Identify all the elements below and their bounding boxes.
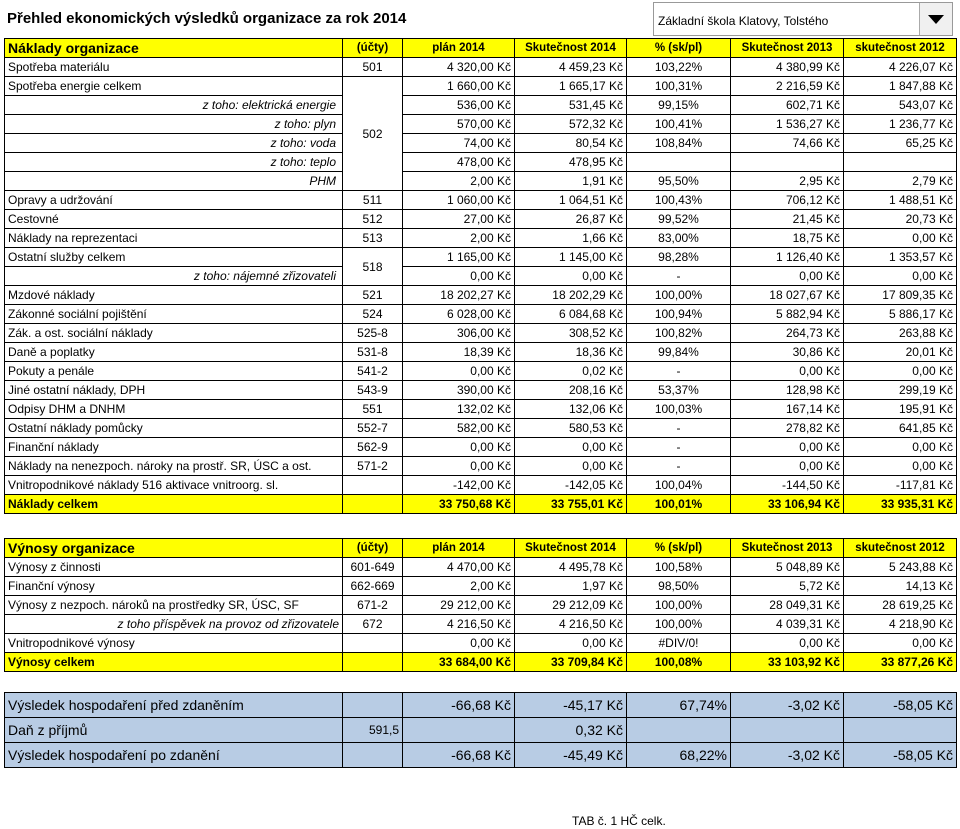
cell[interactable]: 98,28% <box>627 248 731 267</box>
cell[interactable]: 4 320,00 Kč <box>403 58 515 77</box>
cell[interactable]: 208,16 Kč <box>515 381 627 400</box>
cell[interactable]: 100,00% <box>627 596 731 615</box>
column-header: Skutečnost 2014 <box>515 39 627 58</box>
cell[interactable] <box>627 718 731 743</box>
cell[interactable]: 1 665,17 Kč <box>515 77 627 96</box>
cell[interactable]: 671-2 <box>343 596 403 615</box>
cell[interactable]: 0,00 Kč <box>515 634 627 653</box>
cell[interactable]: 0,00 Kč <box>844 229 957 248</box>
cell[interactable]: 83,00% <box>627 229 731 248</box>
cell[interactable]: 14,13 Kč <box>844 577 957 596</box>
cell[interactable]: 1 060,00 Kč <box>403 191 515 210</box>
cell[interactable]: 99,52% <box>627 210 731 229</box>
cell[interactable] <box>343 693 403 718</box>
column-header: plán 2014 <box>403 539 515 558</box>
cell[interactable]: 662-669 <box>343 577 403 596</box>
result-row <box>5 743 957 768</box>
cell[interactable]: 1 353,57 Kč <box>844 248 957 267</box>
cell[interactable] <box>844 153 957 172</box>
header-row <box>5 539 957 558</box>
row-label[interactable]: Mzdové náklady <box>5 286 343 305</box>
table-row <box>5 419 957 438</box>
cell[interactable]: 602,71 Kč <box>731 96 844 115</box>
table-row <box>5 362 957 381</box>
cell[interactable]: 601-649 <box>343 558 403 577</box>
cell[interactable]: 1,91 Kč <box>515 172 627 191</box>
row-label[interactable]: Výnosy celkem <box>5 653 343 672</box>
cell[interactable]: 641,85 Kč <box>844 419 957 438</box>
cell[interactable]: 543-9 <box>343 381 403 400</box>
cell[interactable]: 0,00 Kč <box>844 457 957 476</box>
cell[interactable]: 100,01% <box>627 495 731 514</box>
cell[interactable]: -117,81 Kč <box>844 476 957 495</box>
cell[interactable]: 5 048,89 Kč <box>731 558 844 577</box>
column-header: skutečnost 2012 <box>844 39 957 58</box>
cell[interactable]: 98,50% <box>627 577 731 596</box>
row-label[interactable]: z toho: plyn <box>5 115 343 134</box>
cell[interactable]: 100,94% <box>627 305 731 324</box>
cell[interactable]: 21,45 Kč <box>731 210 844 229</box>
cell[interactable]: 1 064,51 Kč <box>515 191 627 210</box>
cell[interactable]: - <box>627 419 731 438</box>
cell[interactable]: 74,00 Kč <box>403 134 515 153</box>
cell[interactable]: 591,5 <box>343 718 403 743</box>
table-row <box>5 381 957 400</box>
cell[interactable]: 0,00 Kč <box>515 457 627 476</box>
cell[interactable]: -142,05 Kč <box>515 476 627 495</box>
cell[interactable]: - <box>627 438 731 457</box>
cell[interactable] <box>627 153 731 172</box>
table-row <box>5 134 957 153</box>
cell[interactable]: 308,52 Kč <box>515 324 627 343</box>
row-label[interactable]: Finanční náklady <box>5 438 343 457</box>
cell[interactable] <box>731 153 844 172</box>
cell[interactable]: 672 <box>343 615 403 634</box>
row-label[interactable]: Náklady na reprezentaci <box>5 229 343 248</box>
cell[interactable]: 0,00 Kč <box>844 267 957 286</box>
row-label[interactable]: Daň z příjmů <box>5 718 343 743</box>
cell[interactable]: 1,66 Kč <box>515 229 627 248</box>
cell[interactable]: 571-2 <box>343 457 403 476</box>
table-row <box>5 457 957 476</box>
cell[interactable]: 2 216,59 Kč <box>731 77 844 96</box>
costs-table <box>4 38 957 514</box>
cell[interactable]: -3,02 Kč <box>731 743 844 768</box>
cell[interactable] <box>343 476 403 495</box>
triangle-down-icon[interactable] <box>919 3 952 35</box>
cell[interactable]: 100,31% <box>627 77 731 96</box>
cell[interactable]: 18 027,67 Kč <box>731 286 844 305</box>
row-label[interactable]: z toho: voda <box>5 134 343 153</box>
results-table <box>4 692 957 768</box>
cell[interactable]: 572,32 Kč <box>515 115 627 134</box>
total-row <box>5 653 957 672</box>
cell[interactable]: 99,15% <box>627 96 731 115</box>
cell[interactable]: -45,17 Kč <box>515 693 627 718</box>
cell[interactable] <box>343 653 403 672</box>
cell[interactable]: 4 495,78 Kč <box>515 558 627 577</box>
cell[interactable]: 18,39 Kč <box>403 343 515 362</box>
row-label[interactable]: Zák. a ost. sociální náklady <box>5 324 343 343</box>
cell[interactable]: 580,53 Kč <box>515 419 627 438</box>
cell[interactable]: 2,00 Kč <box>403 172 515 191</box>
cell[interactable]: 33 935,31 Kč <box>844 495 957 514</box>
table-row <box>5 305 957 324</box>
table-row <box>5 191 957 210</box>
row-label[interactable]: z toho: nájemné zřizovateli <box>5 267 343 286</box>
table-row <box>5 172 957 191</box>
cell[interactable]: 18 202,27 Kč <box>403 286 515 305</box>
cell[interactable]: 100,04% <box>627 476 731 495</box>
cell[interactable]: 390,00 Kč <box>403 381 515 400</box>
cell[interactable]: 2,00 Kč <box>403 229 515 248</box>
cell[interactable]: 17 809,35 Kč <box>844 286 957 305</box>
cell[interactable]: 100,03% <box>627 400 731 419</box>
column-header: plán 2014 <box>403 39 515 58</box>
cell[interactable]: 562-9 <box>343 438 403 457</box>
cell[interactable]: 501 <box>343 58 403 77</box>
sheet-tab-label: TAB č. 1 HČ celk. <box>572 814 666 828</box>
cell[interactable]: 521 <box>343 286 403 305</box>
cell[interactable]: #DIV/0! <box>627 634 731 653</box>
cell[interactable]: 0,00 Kč <box>844 634 957 653</box>
cell[interactable]: 4 380,99 Kč <box>731 58 844 77</box>
column-header: Skutečnost 2013 <box>731 539 844 558</box>
cell[interactable]: 95,50% <box>627 172 731 191</box>
cell[interactable]: 531-8 <box>343 343 403 362</box>
cell[interactable]: 67,74% <box>627 693 731 718</box>
cell[interactable]: 478,95 Kč <box>515 153 627 172</box>
table-row <box>5 476 957 495</box>
cell[interactable]: 531,45 Kč <box>515 96 627 115</box>
cell[interactable]: 525-8 <box>343 324 403 343</box>
row-label[interactable]: Ostatní náklady pomůcky <box>5 419 343 438</box>
cell[interactable]: 543,07 Kč <box>844 96 957 115</box>
table-row <box>5 229 957 248</box>
cell[interactable]: 26,87 Kč <box>515 210 627 229</box>
table-row <box>5 210 957 229</box>
cell[interactable]: 53,37% <box>627 381 731 400</box>
table-row <box>5 115 957 134</box>
cell[interactable]: 582,00 Kč <box>403 419 515 438</box>
cell[interactable]: 99,84% <box>627 343 731 362</box>
cell[interactable]: 18 202,29 Kč <box>515 286 627 305</box>
table-row <box>5 248 957 267</box>
cell[interactable] <box>844 718 957 743</box>
row-label[interactable]: Finanční výnosy <box>5 577 343 596</box>
table-row <box>5 558 957 577</box>
organization-select-value: Základní škola Klatovy, Tolstého <box>658 14 829 28</box>
cell[interactable]: 28 619,25 Kč <box>844 596 957 615</box>
cell[interactable]: 100,82% <box>627 324 731 343</box>
cell[interactable]: 68,22% <box>627 743 731 768</box>
cell[interactable]: 132,06 Kč <box>515 400 627 419</box>
column-header: Skutečnost 2013 <box>731 39 844 58</box>
cell[interactable]: 0,00 Kč <box>403 267 515 286</box>
table-row <box>5 400 957 419</box>
cell[interactable]: 0,32 Kč <box>515 718 627 743</box>
cell[interactable]: -45,49 Kč <box>515 743 627 768</box>
cell[interactable]: 552-7 <box>343 419 403 438</box>
cell[interactable]: 513 <box>343 229 403 248</box>
row-label[interactable]: Výnosy z nezpoch. nároků na prostředky SR, ÚSC, SF <box>5 596 343 615</box>
cell[interactable]: 306,00 Kč <box>403 324 515 343</box>
cell[interactable]: -58,05 Kč <box>844 693 957 718</box>
cell[interactable]: 108,84% <box>627 134 731 153</box>
cell[interactable]: 0,00 Kč <box>844 362 957 381</box>
cell[interactable]: 264,73 Kč <box>731 324 844 343</box>
cell[interactable]: 1 126,40 Kč <box>731 248 844 267</box>
cell[interactable]: 0,02 Kč <box>515 362 627 381</box>
cell[interactable]: 74,66 Kč <box>731 134 844 153</box>
row-label[interactable]: Ostatní služby celkem <box>5 248 343 267</box>
cell[interactable]: -58,05 Kč <box>844 743 957 768</box>
cell[interactable] <box>403 718 515 743</box>
cell[interactable]: - <box>627 362 731 381</box>
row-label[interactable]: Zákonné sociální pojištění <box>5 305 343 324</box>
cell[interactable]: 278,82 Kč <box>731 419 844 438</box>
cell[interactable]: 103,22% <box>627 58 731 77</box>
row-label[interactable]: Náklady celkem <box>5 495 343 514</box>
table-row <box>5 58 957 77</box>
cell[interactable]: 0,00 Kč <box>403 438 515 457</box>
cell[interactable]: 511 <box>343 191 403 210</box>
cell[interactable]: 33 709,84 Kč <box>515 653 627 672</box>
column-header: Skutečnost 2014 <box>515 539 627 558</box>
cell[interactable]: 512 <box>343 210 403 229</box>
column-header: Výnosy organizace <box>5 539 343 558</box>
cell[interactable]: 33 877,26 Kč <box>844 653 957 672</box>
cell[interactable] <box>731 718 844 743</box>
cell[interactable]: 0,00 Kč <box>731 438 844 457</box>
cell[interactable]: 0,00 Kč <box>844 438 957 457</box>
table-row <box>5 343 957 362</box>
cell[interactable]: 524 <box>343 305 403 324</box>
cell[interactable]: 4 226,07 Kč <box>844 58 957 77</box>
cell[interactable]: -66,68 Kč <box>403 693 515 718</box>
row-label[interactable]: Spotřeba energie celkem <box>5 77 343 96</box>
table-row <box>5 577 957 596</box>
row-label[interactable]: Cestovné <box>5 210 343 229</box>
column-header: (účty) <box>343 39 403 58</box>
cell[interactable]: 478,00 Kč <box>403 153 515 172</box>
cell[interactable]: 29 212,09 Kč <box>515 596 627 615</box>
row-label[interactable]: Pokuty a penále <box>5 362 343 381</box>
table-row <box>5 96 957 115</box>
cell[interactable]: 299,19 Kč <box>844 381 957 400</box>
row-label[interactable]: Vnitropodnikové výnosy <box>5 634 343 653</box>
table-row <box>5 267 957 286</box>
cell[interactable]: 65,25 Kč <box>844 134 957 153</box>
result-row <box>5 693 957 718</box>
cell[interactable]: 2,95 Kč <box>731 172 844 191</box>
cell[interactable]: 6 028,00 Kč <box>403 305 515 324</box>
cell[interactable]: 4 039,31 Kč <box>731 615 844 634</box>
cell[interactable]: 33 755,01 Kč <box>515 495 627 514</box>
cell[interactable]: 33 750,68 Kč <box>403 495 515 514</box>
cell[interactable]: 100,58% <box>627 558 731 577</box>
row-label[interactable]: z toho: teplo <box>5 153 343 172</box>
cell[interactable]: 167,14 Kč <box>731 400 844 419</box>
cell[interactable]: -142,00 Kč <box>403 476 515 495</box>
cell[interactable]: - <box>627 457 731 476</box>
organization-select[interactable] <box>653 2 953 36</box>
cell[interactable]: 33 103,92 Kč <box>731 653 844 672</box>
table-row <box>5 596 957 615</box>
cell[interactable]: 27,00 Kč <box>403 210 515 229</box>
cell[interactable] <box>343 634 403 653</box>
page-title: Přehled ekonomických výsledků organizace za rok 2014 <box>7 10 407 27</box>
column-header: (účty) <box>343 539 403 558</box>
row-label[interactable]: Jiné ostatní náklady, DPH <box>5 381 343 400</box>
cell[interactable]: 0,00 Kč <box>403 457 515 476</box>
cell[interactable]: 536,00 Kč <box>403 96 515 115</box>
cell[interactable]: 100,43% <box>627 191 731 210</box>
header-row <box>5 39 957 58</box>
row-label[interactable]: Spotřeba materiálu <box>5 58 343 77</box>
cell[interactable]: 4 216,50 Kč <box>515 615 627 634</box>
cell[interactable]: 1 145,00 Kč <box>515 248 627 267</box>
cell[interactable]: 5 882,94 Kč <box>731 305 844 324</box>
table-row <box>5 77 957 96</box>
row-label[interactable]: z toho příspěvek na provoz od zřizovatele <box>5 615 343 634</box>
cell[interactable]: 100,00% <box>627 286 731 305</box>
cell[interactable]: 20,73 Kč <box>844 210 957 229</box>
cell[interactable]: -144,50 Kč <box>731 476 844 495</box>
cell[interactable]: 4 218,90 Kč <box>844 615 957 634</box>
cell[interactable]: 4 459,23 Kč <box>515 58 627 77</box>
cell[interactable]: 0,00 Kč <box>403 362 515 381</box>
cell[interactable]: 5 886,17 Kč <box>844 305 957 324</box>
result-row <box>5 718 957 743</box>
cell[interactable]: 0,00 Kč <box>515 267 627 286</box>
cell[interactable]: 541-2 <box>343 362 403 381</box>
row-label[interactable]: Opravy a udržování <box>5 191 343 210</box>
cell[interactable]: 0,00 Kč <box>515 438 627 457</box>
cell[interactable] <box>343 495 403 514</box>
cell[interactable]: 1,97 Kč <box>515 577 627 596</box>
cell[interactable]: 1 236,77 Kč <box>844 115 957 134</box>
cell[interactable]: 100,00% <box>627 615 731 634</box>
column-header: % (sk/pl) <box>627 539 731 558</box>
cell[interactable]: 518 <box>343 248 403 286</box>
cell[interactable]: 128,98 Kč <box>731 381 844 400</box>
cell[interactable]: 0,00 Kč <box>403 634 515 653</box>
cell[interactable]: 132,02 Kč <box>403 400 515 419</box>
cell[interactable]: 18,36 Kč <box>515 343 627 362</box>
cell[interactable]: 33 106,94 Kč <box>731 495 844 514</box>
cell[interactable] <box>343 743 403 768</box>
cell[interactable]: 0,00 Kč <box>731 267 844 286</box>
cell[interactable]: 5 243,88 Kč <box>844 558 957 577</box>
row-label[interactable]: PHM <box>5 172 343 191</box>
cell[interactable]: 18,75 Kč <box>731 229 844 248</box>
cell[interactable]: 551 <box>343 400 403 419</box>
row-label[interactable]: Výnosy z činnosti <box>5 558 343 577</box>
total-row <box>5 495 957 514</box>
cell[interactable]: 4 216,50 Kč <box>403 615 515 634</box>
cell[interactable]: 1 488,51 Kč <box>844 191 957 210</box>
table-row <box>5 615 957 634</box>
cell[interactable]: 0,00 Kč <box>731 457 844 476</box>
cell[interactable]: 263,88 Kč <box>844 324 957 343</box>
row-label[interactable]: Vnitropodnikové náklady 516 aktivace vnitroorg. sl. <box>5 476 343 495</box>
column-header: % (sk/pl) <box>627 39 731 58</box>
cell[interactable]: 1 165,00 Kč <box>403 248 515 267</box>
cell[interactable]: 570,00 Kč <box>403 115 515 134</box>
cell[interactable]: 80,54 Kč <box>515 134 627 153</box>
cell[interactable]: 1 660,00 Kč <box>403 77 515 96</box>
cell[interactable]: 100,41% <box>627 115 731 134</box>
row-label[interactable]: z toho: elektrická energie <box>5 96 343 115</box>
row-label[interactable]: Daně a poplatky <box>5 343 343 362</box>
cell[interactable]: 0,00 Kč <box>731 362 844 381</box>
row-label[interactable]: Náklady na nenezpoch. nároky na prostř. SR, ÚSC a ost. <box>5 457 343 476</box>
cell[interactable]: 30,86 Kč <box>731 343 844 362</box>
column-header: skutečnost 2012 <box>844 539 957 558</box>
cell[interactable]: 100,08% <box>627 653 731 672</box>
row-label[interactable]: Výsledek hospodaření před zdaněním <box>5 693 343 718</box>
table-row <box>5 438 957 457</box>
table-row <box>5 634 957 653</box>
cell[interactable]: 706,12 Kč <box>731 191 844 210</box>
cell[interactable]: 28 049,31 Kč <box>731 596 844 615</box>
cell[interactable]: -3,02 Kč <box>731 693 844 718</box>
row-label[interactable]: Výsledek hospodaření po zdanění <box>5 743 343 768</box>
table-row <box>5 153 957 172</box>
cell[interactable]: 5,72 Kč <box>731 577 844 596</box>
column-header: Náklady organizace <box>5 39 343 58</box>
cell[interactable]: 29 212,00 Kč <box>403 596 515 615</box>
cell[interactable]: 2,00 Kč <box>403 577 515 596</box>
table-row <box>5 286 957 305</box>
cell[interactable]: 1 536,27 Kč <box>731 115 844 134</box>
table-row <box>5 324 957 343</box>
cell[interactable]: 33 684,00 Kč <box>403 653 515 672</box>
cell[interactable]: 4 470,00 Kč <box>403 558 515 577</box>
revenues-table <box>4 538 957 672</box>
cell[interactable]: 502 <box>343 77 403 191</box>
cell[interactable]: 20,01 Kč <box>844 343 957 362</box>
row-label[interactable]: Odpisy DHM a DNHM <box>5 400 343 419</box>
cell[interactable]: -66,68 Kč <box>403 743 515 768</box>
cell[interactable]: 0,00 Kč <box>731 634 844 653</box>
cell[interactable]: - <box>627 267 731 286</box>
cell[interactable]: 2,79 Kč <box>844 172 957 191</box>
cell[interactable]: 6 084,68 Kč <box>515 305 627 324</box>
cell[interactable]: 195,91 Kč <box>844 400 957 419</box>
cell[interactable]: 1 847,88 Kč <box>844 77 957 96</box>
